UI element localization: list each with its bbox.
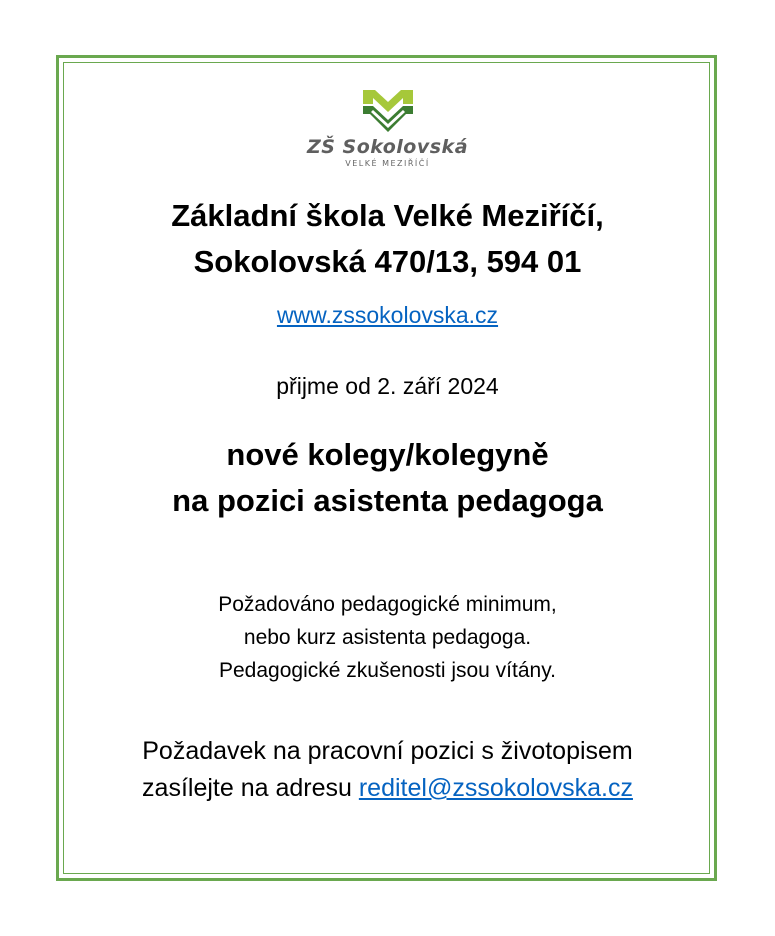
apply-prefix: zasílejte na adresu — [142, 774, 352, 802]
email-link[interactable]: reditel@zssokolovska.cz — [358, 774, 633, 802]
requirement-line: Požadováno pedagogické minimum, — [218, 593, 557, 616]
school-heading — [0, 193, 775, 285]
logo-subtitle: VELKÉ MEZIŘÍČÍ — [345, 159, 430, 168]
headline-line-1: nové kolegy/kolegyně — [226, 437, 549, 472]
school-logo — [0, 88, 775, 170]
website-link[interactable]: www.zssokolovska.cz — [276, 302, 499, 328]
open-book-m-icon — [360, 88, 416, 134]
requirements — [0, 588, 775, 687]
logo-name: ZŠ Sokolovská — [306, 136, 469, 158]
apply-line-1: Požadavek na pracovní pozici s životopisem — [142, 737, 633, 765]
hire-date: přijme od 2. září 2024 — [276, 373, 499, 399]
application-info — [0, 733, 775, 807]
website-line — [0, 298, 775, 332]
requirement-line: Pedagogické zkušenosti jsou vítány. — [219, 659, 556, 682]
school-address: Sokolovská 470/13, 594 01 — [193, 244, 582, 279]
school-name: Základní škola Velké Meziříčí, — [171, 198, 604, 233]
position-headline — [0, 432, 775, 524]
headline-line-2: na pozici asistenta pedagoga — [172, 483, 603, 518]
requirement-line: nebo kurz asistenta pedagoga. — [243, 626, 532, 649]
apply-line-2 — [0, 770, 775, 807]
